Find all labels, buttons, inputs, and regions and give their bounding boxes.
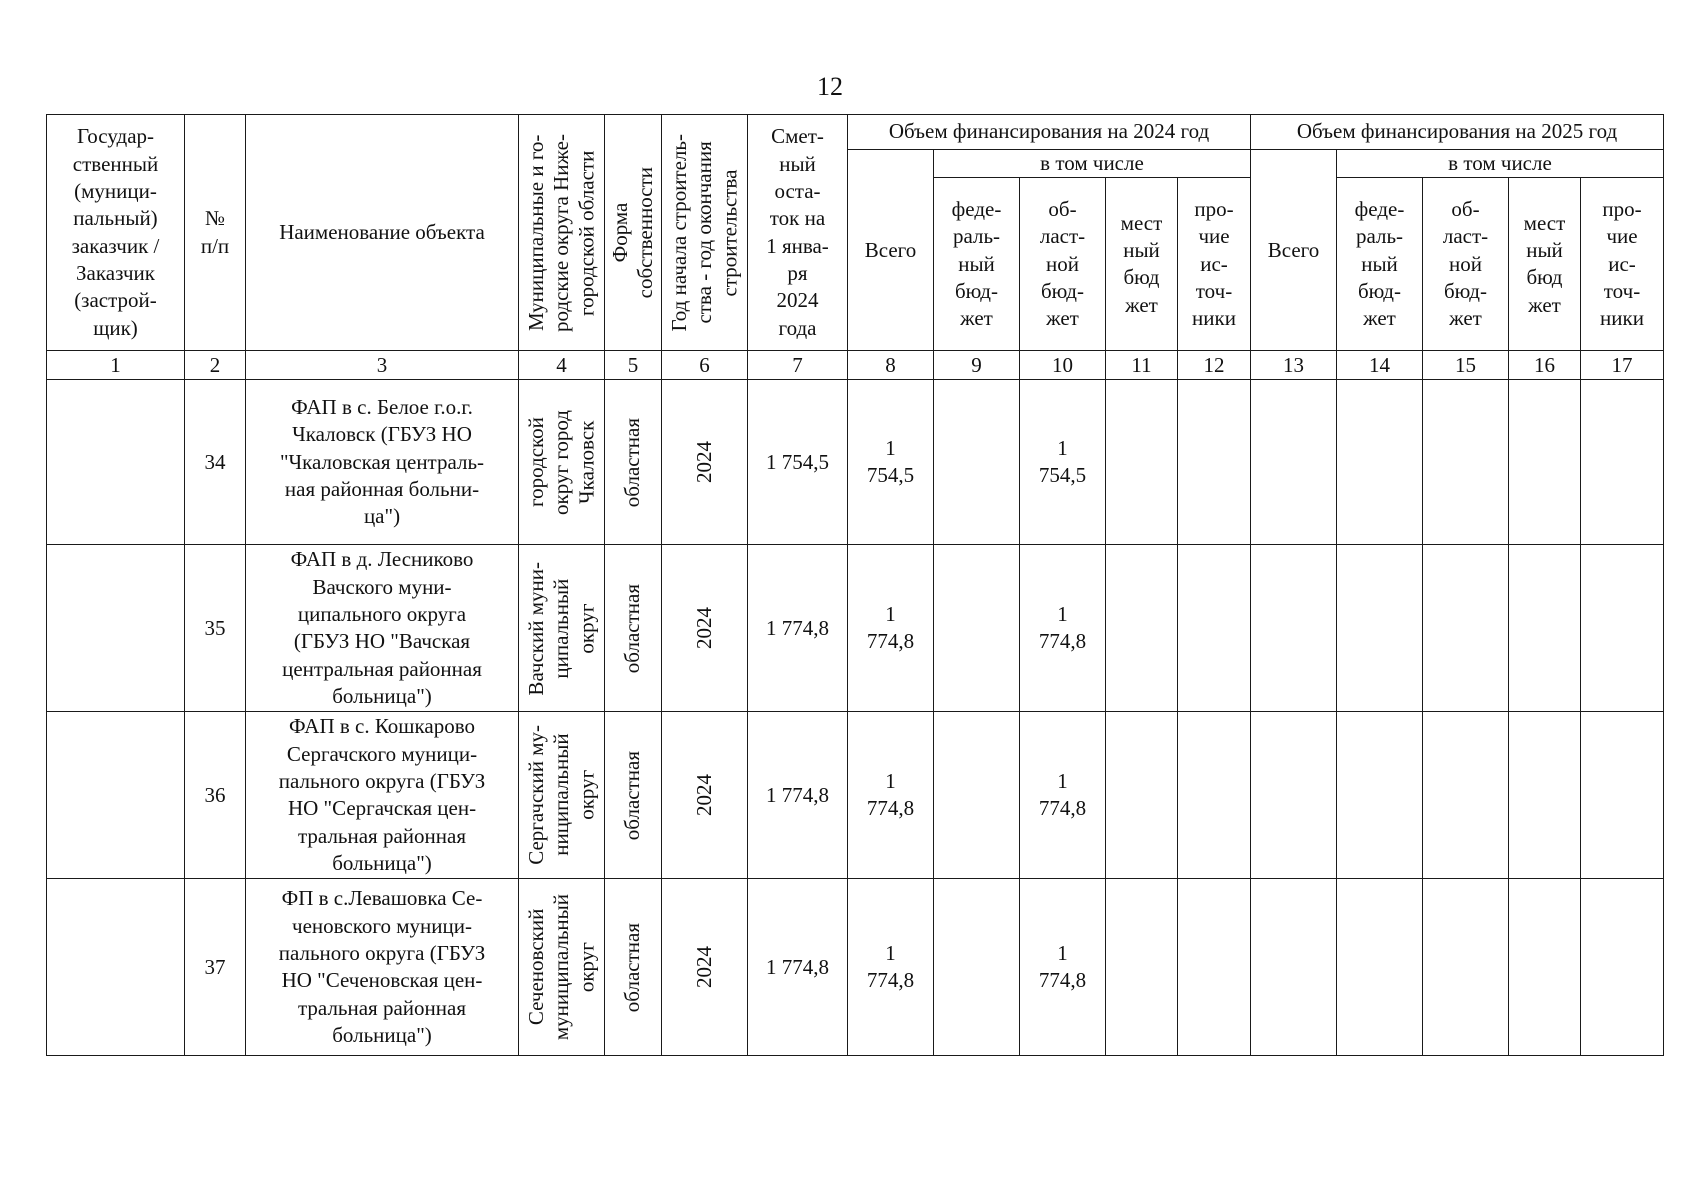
cell-federal-2025 bbox=[1337, 879, 1423, 1056]
header-ownership: Форма собственности bbox=[605, 115, 662, 351]
header-years: Год начала строитель- ства - год окончания строительства bbox=[662, 115, 748, 351]
header-local-2025: мест ный бюд жет bbox=[1509, 178, 1581, 351]
cell-regional-2024: 1 774,8 bbox=[1020, 545, 1106, 712]
header-fin-2024: Объем финансирования на 2024 год bbox=[848, 115, 1251, 150]
cell-total-2025 bbox=[1251, 380, 1337, 545]
cell-federal-2025 bbox=[1337, 380, 1423, 545]
cell-num: 36 bbox=[185, 712, 246, 879]
cell-total-2025 bbox=[1251, 712, 1337, 879]
cell-regional-2024: 1 774,8 bbox=[1020, 879, 1106, 1056]
cell-federal-2024 bbox=[934, 380, 1020, 545]
cell-other-2025 bbox=[1581, 545, 1664, 712]
cell-federal-2024 bbox=[934, 545, 1020, 712]
cell-year: 2024 bbox=[662, 380, 748, 545]
cell-local-2024 bbox=[1106, 545, 1178, 712]
header-other-2025: про- чие ис- точ- ники bbox=[1581, 178, 1664, 351]
column-number: 13 bbox=[1251, 351, 1337, 380]
header-balance: Смет- ный оста- ток на 1 янва- ря 2024 года bbox=[748, 115, 848, 351]
cell-object-name: ФП в с.Левашовка Се- ченовского муници- пального округа (ГБУЗ НО "Сеченовская цен- тральная районная больница") bbox=[246, 879, 519, 1056]
table-row bbox=[47, 879, 1664, 1056]
cell-local-2025 bbox=[1509, 879, 1581, 1056]
cell-customer bbox=[47, 380, 185, 545]
cell-balance: 1 774,8 bbox=[748, 879, 848, 1056]
cell-district: Вачский муни- ципальный округ bbox=[519, 545, 605, 712]
cell-regional-2025 bbox=[1423, 879, 1509, 1056]
column-number: 15 bbox=[1423, 351, 1509, 380]
cell-year: 2024 bbox=[662, 545, 748, 712]
header-total-2024: Всего bbox=[848, 150, 934, 351]
cell-other-2024 bbox=[1178, 545, 1251, 712]
financing-table bbox=[46, 114, 1664, 1056]
header-federal-2025: феде- раль- ный бюд- жет bbox=[1337, 178, 1423, 351]
cell-regional-2025 bbox=[1423, 380, 1509, 545]
column-number: 8 bbox=[848, 351, 934, 380]
column-number: 10 bbox=[1020, 351, 1106, 380]
cell-ownership: областная bbox=[605, 380, 662, 545]
cell-regional-2025 bbox=[1423, 712, 1509, 879]
header-num: № п/п bbox=[185, 115, 246, 351]
header-other-2024: про- чие ис- точ- ники bbox=[1178, 178, 1251, 351]
cell-object-name: ФАП в с. Кошкарово Сергачского муници- пального округа (ГБУЗ НО "Сергачская цен- тральная районная больница") bbox=[246, 712, 519, 879]
cell-district: Сергачский му- ниципальный округ bbox=[519, 712, 605, 879]
column-number: 4 bbox=[519, 351, 605, 380]
cell-federal-2024 bbox=[934, 879, 1020, 1056]
cell-federal-2025 bbox=[1337, 712, 1423, 879]
cell-object-name: ФАП в с. Белое г.о.г. Чкаловск (ГБУЗ НО "Чкаловская централь- ная районная больни- ца") bbox=[246, 380, 519, 545]
table-row bbox=[47, 545, 1664, 712]
cell-num: 34 bbox=[185, 380, 246, 545]
cell-num: 37 bbox=[185, 879, 246, 1056]
header-total-2025: Всего bbox=[1251, 150, 1337, 351]
header-district: Муниципальные и го- родские округа Ниже- городской области bbox=[519, 115, 605, 351]
page-number: 12 bbox=[817, 72, 843, 101]
column-number-row bbox=[47, 351, 1664, 380]
cell-year: 2024 bbox=[662, 879, 748, 1056]
cell-other-2025 bbox=[1581, 380, 1664, 545]
header-regional-2024: об- ласт- ной бюд- жет bbox=[1020, 178, 1106, 351]
cell-balance: 1 774,8 bbox=[748, 545, 848, 712]
column-number: 5 bbox=[605, 351, 662, 380]
cell-district: городской округ город Чкаловск bbox=[519, 380, 605, 545]
cell-other-2025 bbox=[1581, 879, 1664, 1056]
cell-total-2024: 1 754,5 bbox=[848, 380, 934, 545]
cell-total-2025 bbox=[1251, 879, 1337, 1056]
cell-object-name: ФАП в д. Лесниково Вачского муни- ципального округа (ГБУЗ НО "Вачская центральная районная больница") bbox=[246, 545, 519, 712]
cell-customer bbox=[47, 545, 185, 712]
column-number: 3 bbox=[246, 351, 519, 380]
cell-regional-2025 bbox=[1423, 545, 1509, 712]
cell-total-2024: 1 774,8 bbox=[848, 712, 934, 879]
header-object-name: Наименование объекта bbox=[246, 115, 519, 351]
column-number: 11 bbox=[1106, 351, 1178, 380]
header-regional-2025: об- ласт- ной бюд- жет bbox=[1423, 178, 1509, 351]
cell-local-2025 bbox=[1509, 712, 1581, 879]
cell-other-2024 bbox=[1178, 712, 1251, 879]
cell-customer bbox=[47, 879, 185, 1056]
cell-district: Сеченовский муниципальный округ bbox=[519, 879, 605, 1056]
column-number: 17 bbox=[1581, 351, 1664, 380]
column-number: 9 bbox=[934, 351, 1020, 380]
cell-ownership: областная bbox=[605, 712, 662, 879]
header-federal-2024: феде- раль- ный бюд- жет bbox=[934, 178, 1020, 351]
column-number: 1 bbox=[47, 351, 185, 380]
cell-balance: 1 774,8 bbox=[748, 712, 848, 879]
table-row bbox=[47, 380, 1664, 545]
cell-ownership: областная bbox=[605, 545, 662, 712]
cell-local-2024 bbox=[1106, 879, 1178, 1056]
cell-total-2024: 1 774,8 bbox=[848, 545, 934, 712]
header-local-2024: мест ный бюд жет bbox=[1106, 178, 1178, 351]
cell-regional-2024: 1 774,8 bbox=[1020, 712, 1106, 879]
cell-total-2025 bbox=[1251, 545, 1337, 712]
cell-customer bbox=[47, 712, 185, 879]
cell-other-2024 bbox=[1178, 380, 1251, 545]
cell-num: 35 bbox=[185, 545, 246, 712]
cell-ownership: областная bbox=[605, 879, 662, 1056]
header-including-2025: в том числе bbox=[1337, 150, 1664, 178]
header-including-2024: в том числе bbox=[934, 150, 1251, 178]
column-number: 14 bbox=[1337, 351, 1423, 380]
cell-other-2024 bbox=[1178, 879, 1251, 1056]
table-row bbox=[47, 712, 1664, 879]
cell-federal-2024 bbox=[934, 712, 1020, 879]
cell-local-2024 bbox=[1106, 380, 1178, 545]
column-number: 2 bbox=[185, 351, 246, 380]
cell-year: 2024 bbox=[662, 712, 748, 879]
cell-balance: 1 754,5 bbox=[748, 380, 848, 545]
cell-other-2025 bbox=[1581, 712, 1664, 879]
column-number: 7 bbox=[748, 351, 848, 380]
column-number: 16 bbox=[1509, 351, 1581, 380]
header-fin-2025: Объем финансирования на 2025 год bbox=[1251, 115, 1664, 150]
column-number: 6 bbox=[662, 351, 748, 380]
cell-regional-2024: 1 754,5 bbox=[1020, 380, 1106, 545]
cell-local-2024 bbox=[1106, 712, 1178, 879]
cell-local-2025 bbox=[1509, 545, 1581, 712]
header-customer: Государ- ственный (муници- пальный) заказчик / Заказчик (застрой- щик) bbox=[47, 115, 185, 351]
cell-federal-2025 bbox=[1337, 545, 1423, 712]
column-number: 12 bbox=[1178, 351, 1251, 380]
cell-total-2024: 1 774,8 bbox=[848, 879, 934, 1056]
cell-local-2025 bbox=[1509, 380, 1581, 545]
